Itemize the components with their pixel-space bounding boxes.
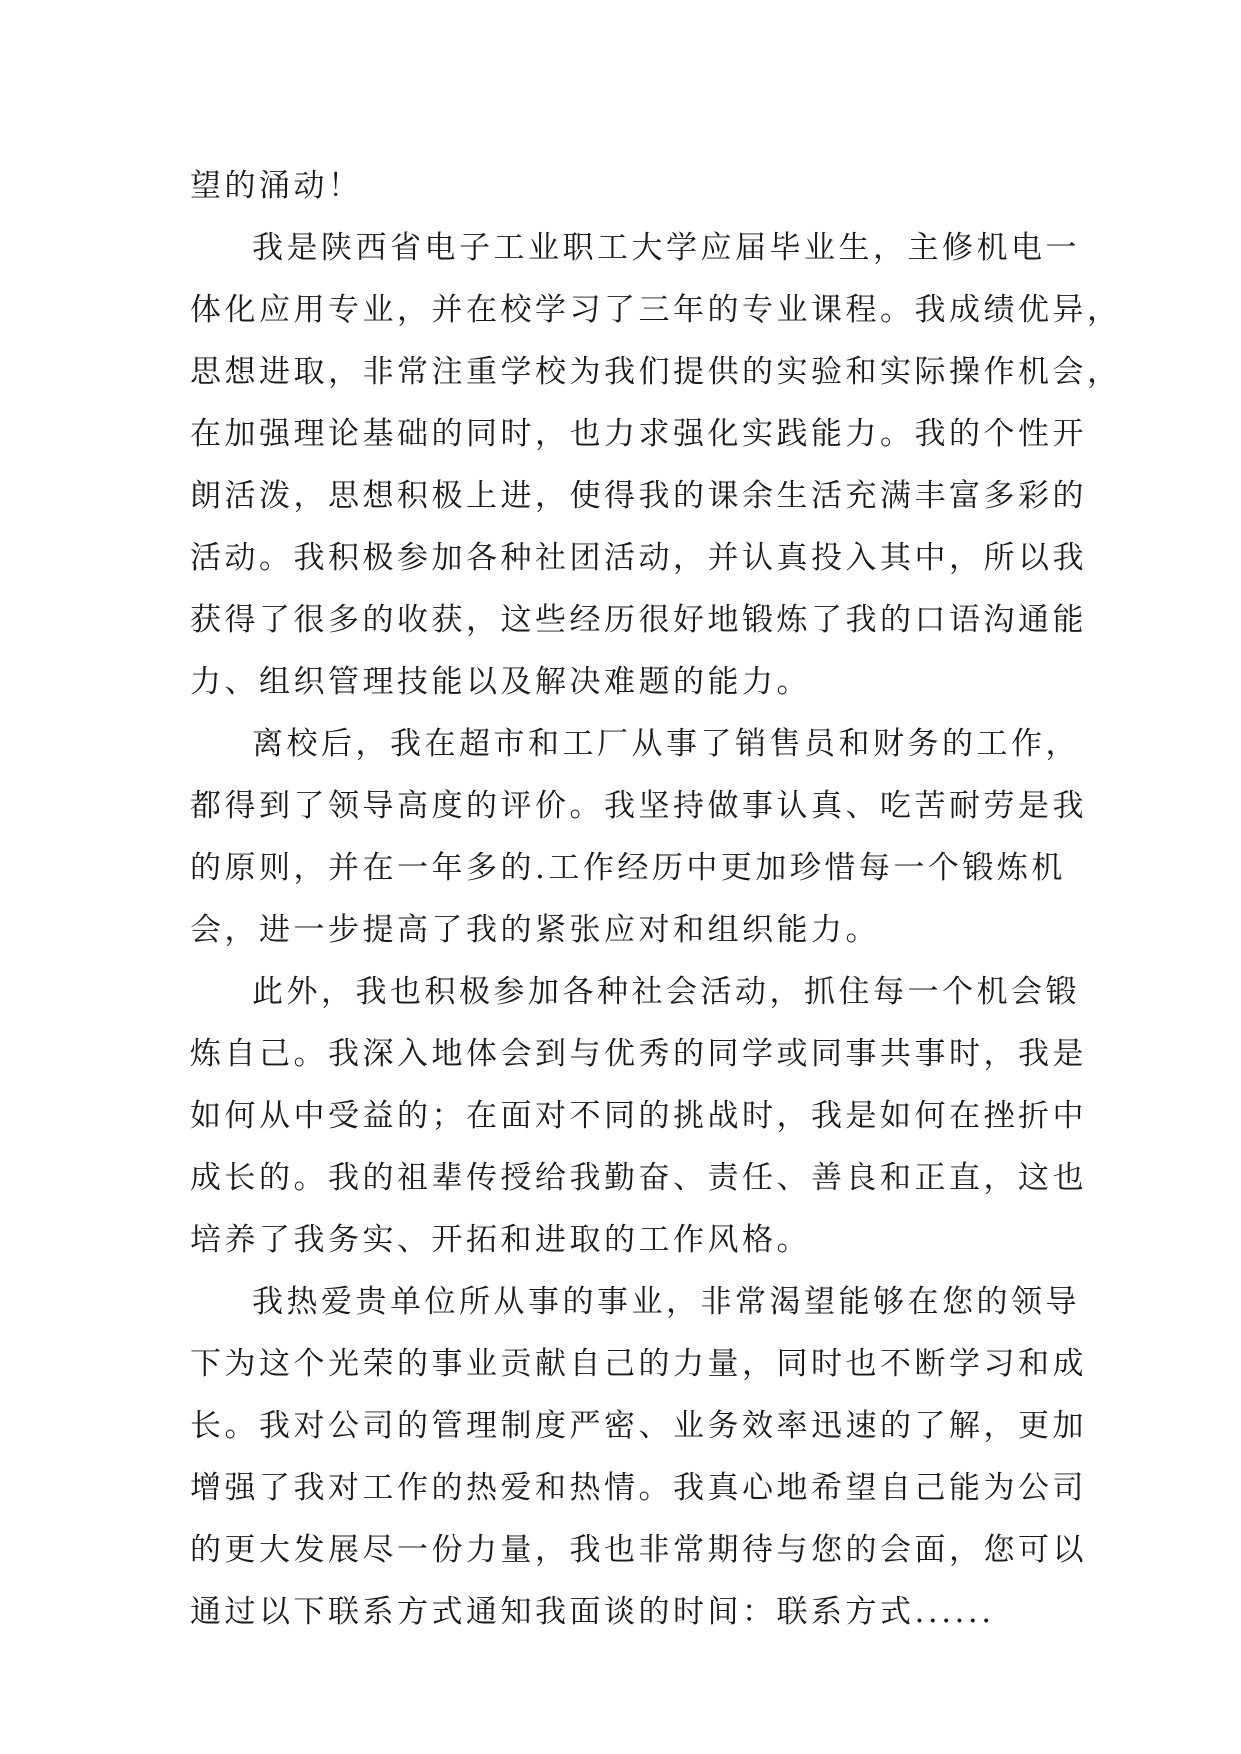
text-line: 如何从中受益的；在面对不同的挑战时，我是如何在挫折中 [190, 1098, 1087, 1134]
text-line: 增强了我对工作的热爱和热情。我真心地希望自己能为公司 [190, 1470, 1087, 1506]
text-line: 长。我对公司的管理制度严密、业务效率迅速的了解，更加 [190, 1408, 1087, 1444]
text-line: 活动。我积极参加各种社团活动，并认真投入其中，所以我 [190, 540, 1087, 576]
text-line: 的原则，并在一年多的.工作经历中更加珍惜每一个锻炼机 [190, 850, 1066, 886]
text-line: 培养了我务实、开拓和进取的工作风格。 [190, 1222, 811, 1258]
text-line: 我热爱贵单位所从事的事业，非常渴望能够在您的领导 [252, 1284, 1080, 1320]
text-line: 获得了很多的收获，这些经历很好地锻炼了我的口语沟通能 [190, 602, 1087, 638]
text-line: 朗活泼，思想积极上进，使得我的课余生活充满丰富多彩的 [190, 478, 1087, 514]
text-line: 成长的。我的祖辈传授给我勤奋、责任、善良和正直，这也 [190, 1160, 1087, 1196]
text-line: 思想进取，非常注重学校为我们提供的实验和实际操作机会， [190, 354, 1122, 390]
text-line: 此外，我也积极参加各种社会活动，抓住每一个机会锻 [252, 974, 1080, 1010]
text-line: 下为这个光荣的事业贡献自己的力量，同时也不断学习和成 [190, 1346, 1087, 1382]
text-line: 体化应用专业，并在校学习了三年的专业课程。我成绩优异， [190, 292, 1122, 328]
text-line: 我是陕西省电子工业职工大学应届毕业生，主修机电一 [252, 230, 1080, 266]
text-line: 通过以下联系方式通知我面谈的时间：联系方式...... [190, 1594, 995, 1630]
text-line: 在加强理论基础的同时，也力求强化实践能力。我的个性开 [190, 416, 1087, 452]
text-line: 力、组织管理技能以及解决难题的能力。 [190, 664, 811, 700]
letter-body [190, 155, 1122, 1643]
text-line: 离校后，我在超市和工厂从事了销售员和财务的工作， [252, 726, 1080, 762]
text-line: 望的涌动！ [190, 168, 363, 204]
text-line: 的更大发展尽一份力量，我也非常期待与您的会面，您可以 [190, 1532, 1087, 1568]
text-line: 都得到了领导高度的评价。我坚持做事认真、吃苦耐劳是我 [190, 788, 1087, 824]
paragraph-education [190, 217, 1122, 713]
text-line: 会，进一步提高了我的紧张应对和组织能力。 [190, 912, 880, 948]
paragraph-social-activities [190, 961, 1087, 1271]
paragraph-work-experience [190, 713, 1087, 961]
paragraph-continuation [190, 155, 1060, 217]
paragraph-closing [190, 1271, 1087, 1643]
text-line: 炼自己。我深入地体会到与优秀的同学或同事共事时，我是 [190, 1036, 1087, 1072]
